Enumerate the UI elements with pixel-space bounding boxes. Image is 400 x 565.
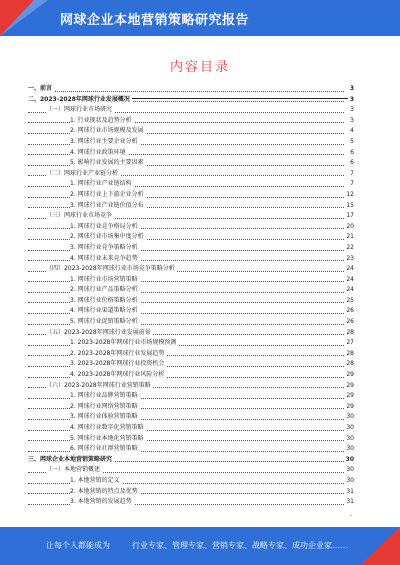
toc-entry-page: 30: [344, 476, 354, 487]
footer-red-triangle: [360, 527, 400, 565]
toc-entry[interactable]: [28, 487, 354, 498]
toc-entry-text: 1. 网球行业竞争格局分析: [70, 222, 138, 230]
toc-entry-page: 31: [344, 487, 354, 498]
toc-entry-text: （二）网球行业产业链分析: [46, 169, 119, 177]
toc-entry-text: 1. 网球行业市场营销策略: [70, 275, 138, 283]
toc-entry-text: 4. 网球行业渠道策略分析: [70, 307, 138, 315]
toc-entry-text: 三、网球企业本地营销策略研究: [28, 455, 113, 463]
toc-entry-page: 3: [348, 95, 354, 106]
toc-entry[interactable]: [28, 169, 354, 180]
toc-entry-text: （四）2023-2028年网球行业市场竞争策略分析: [46, 265, 175, 273]
toc-entry[interactable]: [28, 148, 354, 159]
toc-entry-text: （一）网球行业市场研究: [46, 106, 113, 114]
toc-entry[interactable]: [28, 328, 354, 339]
toc-entry[interactable]: [28, 317, 354, 328]
page-number: -: [349, 512, 352, 519]
toc-entry-text: 3. 网球行业体验营销策略: [70, 413, 138, 421]
toc-entry-text: 2. 网球行业市场集中度分析: [70, 233, 144, 241]
toc-entry-page: 4: [348, 126, 354, 137]
toc-entry[interactable]: [28, 306, 354, 317]
toc-entry-text: 2. 网球行业市场规模及发展: [70, 127, 144, 135]
toc-entry[interactable]: [28, 264, 354, 275]
toc-entry-text: 4. 网球行业数字化营销策略: [70, 424, 144, 431]
toc-entry-page: 12: [344, 190, 354, 201]
toc-entry[interactable]: [28, 105, 354, 116]
toc-entry-page: 25: [344, 296, 354, 307]
toc-entry[interactable]: [28, 455, 354, 466]
toc-entry[interactable]: [28, 137, 354, 148]
toc-entry[interactable]: [28, 381, 354, 392]
toc-entry[interactable]: [28, 296, 354, 307]
toc-entry-text: 1. 行业现状及趋势分析: [70, 116, 132, 124]
toc-entry-page: 23: [344, 254, 354, 265]
footer-roles: 行业专家、管理专家、营销专家、战略专家、成功企业家……: [132, 541, 348, 550]
toc-entry[interactable]: [28, 349, 354, 360]
toc-entry-text: 3. 本地营销的发展趋势: [70, 498, 132, 506]
toc-entry-text: 1. 网球行业品牌营销策略: [70, 392, 138, 400]
toc-entry-page: 27: [344, 338, 354, 349]
toc-entry[interactable]: [28, 222, 354, 233]
toc-entry[interactable]: [28, 201, 354, 212]
toc-entry-text: 3. 网球行业竞争策略分析: [70, 243, 138, 251]
toc-entry[interactable]: [28, 232, 354, 243]
toc-entry-text: 4. 网球行业政策环境: [70, 148, 126, 156]
toc-entry[interactable]: [28, 126, 354, 137]
toc-entry-text: （一）本地营销概述: [46, 466, 101, 474]
toc-entry-page: 6: [348, 158, 354, 169]
toc-entry-page: 28: [344, 349, 354, 360]
toc-entry-text: 4. 网球行业未来竞争趋势: [70, 254, 138, 262]
toc-entry-page: 15: [344, 201, 354, 212]
toc-entry[interactable]: [28, 254, 354, 265]
toc-entry[interactable]: [28, 84, 354, 95]
toc-entry-text: 1. 2023-2028年网球行业市场规模预测: [70, 339, 177, 347]
toc-entry-page: 29: [344, 370, 354, 381]
toc-entry-page: 24: [344, 285, 354, 296]
toc-entry-text: 一、前言: [28, 85, 53, 92]
toc-entry-text: 1. 本地营销的定义: [70, 476, 120, 484]
toc-entry-page: 28: [344, 359, 354, 370]
toc-entry[interactable]: [28, 158, 354, 169]
toc-entry-page: 30: [344, 465, 354, 476]
toc-entry-page: 3: [348, 84, 354, 95]
toc-entry[interactable]: [28, 412, 354, 423]
toc-entry-text: 3. 网球行业价格策略分析: [70, 296, 138, 304]
toc-entry[interactable]: [28, 423, 354, 434]
toc-entry-page: 6: [348, 148, 354, 159]
toc-entry-page: 24: [344, 275, 354, 286]
toc-entry-page: 29: [344, 391, 354, 402]
toc-entry-text: （六）2023-2028年网球行业营销策略: [46, 381, 151, 389]
toc-entry[interactable]: [28, 243, 354, 254]
toc-entry[interactable]: [28, 211, 354, 222]
toc-heading: 内容目录: [169, 60, 230, 75]
toc-entry-page: 24: [344, 264, 354, 275]
toc-entry-page: 28: [344, 328, 354, 339]
toc-entry[interactable]: [28, 359, 354, 370]
toc-entry-text: （五）2023-2028年网球行业发展前景: [46, 328, 151, 336]
toc-entry[interactable]: [28, 95, 354, 106]
toc-entry-page: 26: [344, 317, 354, 328]
toc-entry[interactable]: [28, 402, 354, 413]
toc-entry-text: 4. 2023-2028年网球行业风险分析: [70, 371, 165, 379]
toc-entry[interactable]: [28, 370, 354, 381]
toc-entry-page: 7: [348, 179, 354, 190]
report-title: 网球企业本地营销策略研究报告: [60, 13, 250, 28]
toc-entry-text: 2. 2023-2028年网球行业发展趋势: [70, 349, 165, 357]
toc-entry-page: 30: [344, 455, 354, 466]
toc-entry-page: 17: [344, 211, 354, 222]
toc-entry[interactable]: [28, 116, 354, 127]
toc-entry-page: 30: [344, 444, 354, 455]
toc-entry-page: 7: [348, 169, 354, 180]
toc-entry-text: 二、2023-2028年网球行业发展概况: [28, 95, 130, 103]
toc-entry-page: 30: [344, 412, 354, 423]
toc-entry[interactable]: [28, 190, 354, 201]
toc-entry-text: 3. 网球行业产业链价值分布: [70, 201, 144, 209]
toc-entry-text: 5. 网球行业促销策略分析: [70, 318, 138, 326]
toc-entry-text: 2. 网球行业上下游企业分析: [70, 190, 144, 198]
toc-entry-page: 22: [344, 243, 354, 254]
toc-entry-text: 5. 网球行业本地化营销策略: [70, 434, 144, 442]
toc-entry-page: 29: [344, 381, 354, 392]
table-of-contents: [28, 84, 354, 508]
toc-entry[interactable]: [28, 179, 354, 190]
top-banner: [0, 0, 400, 36]
toc-entry[interactable]: [28, 275, 354, 286]
toc-entry[interactable]: [28, 391, 354, 402]
toc-entry-text: 3. 2023-2028年网球行业投资机会: [70, 360, 165, 368]
toc-entry[interactable]: [28, 497, 354, 508]
footer-slogan: 让每个人都能成为: [46, 541, 110, 550]
banner-red-triangle: [0, 0, 34, 36]
toc-entry-page: 21: [344, 232, 354, 243]
toc-entry-page: 31: [344, 497, 354, 508]
toc-leader-dots: [28, 91, 344, 92]
toc-entry-text: 2. 网球行业产品策略分析: [70, 286, 138, 294]
toc-entry-page: 5: [348, 137, 354, 148]
toc-entry-text: （三）网球行业市场竞争: [46, 212, 113, 220]
toc-entry[interactable]: [28, 476, 354, 487]
toc-entry-page: 3: [348, 116, 354, 127]
bottom-banner: [0, 527, 400, 565]
toc-entry-page: 30: [344, 423, 354, 434]
toc-entry-page: 3: [348, 105, 354, 116]
toc-entry-text: 1. 网球行业产业链结构: [70, 180, 132, 188]
toc-entry-text: 2. 网球行业网络营销策略: [70, 402, 138, 410]
toc-entry-page: 26: [344, 306, 354, 317]
toc-entry-text: 3. 网球行业主要企业分析: [70, 137, 138, 145]
toc-entry-text: 5. 影响行业发展的主要因素: [70, 159, 144, 167]
toc-entry[interactable]: [28, 285, 354, 296]
toc-entry[interactable]: [28, 434, 354, 445]
toc-entry-page: 30: [344, 434, 354, 445]
toc-entry[interactable]: [28, 338, 354, 349]
toc-entry-text: 6. 网球行业社群营销策略: [70, 445, 138, 453]
toc-entry-text: 2. 本地营销的特点及优势: [70, 487, 138, 495]
toc-entry[interactable]: [28, 465, 354, 476]
toc-entry-page: 29: [344, 402, 354, 413]
toc-entry[interactable]: [28, 444, 354, 455]
toc-entry-page: 20: [344, 222, 354, 233]
